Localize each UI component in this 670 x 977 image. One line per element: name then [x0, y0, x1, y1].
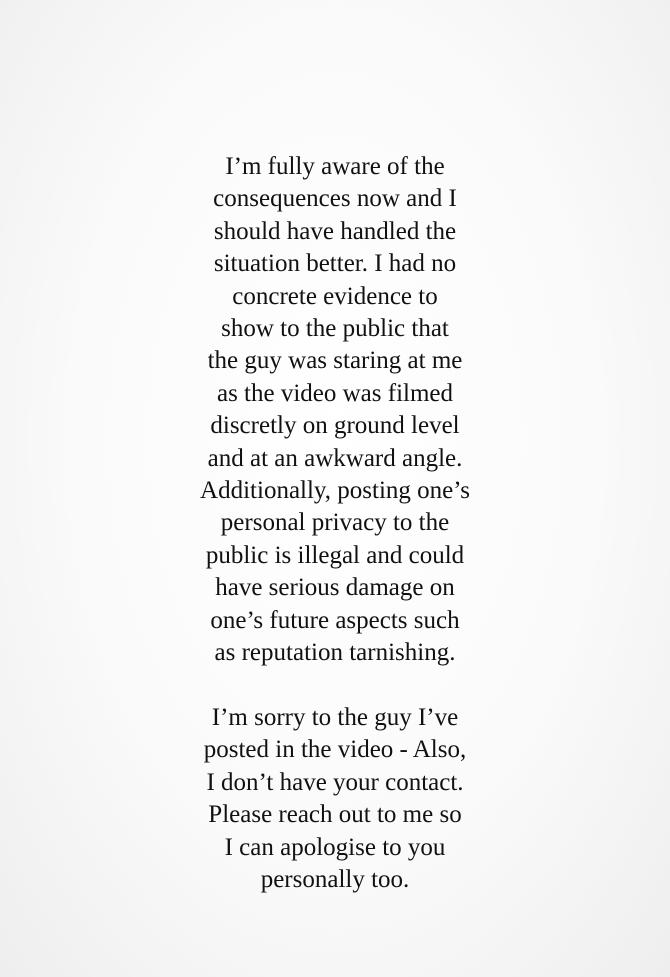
text-line: concrete evidence to [232, 282, 438, 310]
statement-paragraph-2 [0, 702, 670, 896]
text-line: discretly on ground level [210, 412, 460, 440]
text-line: as the video was filmed [216, 379, 454, 407]
text-line: have serious damage on [215, 574, 455, 602]
text-line: I don’t have your contact. [206, 768, 464, 796]
text-line: Additionally, posting one’s [200, 477, 470, 505]
text-line: public is illegal and could [205, 541, 465, 569]
text-line: show to the public that [221, 315, 449, 343]
text-line: the guy was staring at me [207, 347, 463, 375]
text-line: Please reach out to me so [208, 801, 462, 829]
text-line: personal privacy to the [220, 509, 450, 537]
text-line: consequences now and I [213, 185, 457, 213]
text-line: should have handled the [213, 217, 457, 245]
text-line: as reputation tarnishing. [214, 639, 456, 667]
text-line: personally too. [260, 866, 410, 894]
text-line: I’m fully aware of the [225, 153, 445, 180]
text-line: I’m sorry to the guy I’ve [211, 704, 459, 731]
text-line: and at an awkward angle. [207, 444, 463, 472]
statement-paragraph-1 [0, 151, 670, 670]
text-line: posted in the video - Also, [203, 736, 467, 764]
text-line: one’s future aspects such [210, 606, 460, 634]
text-line: situation better. I had no [213, 250, 457, 278]
text-line: I can apologise to you [224, 833, 446, 861]
